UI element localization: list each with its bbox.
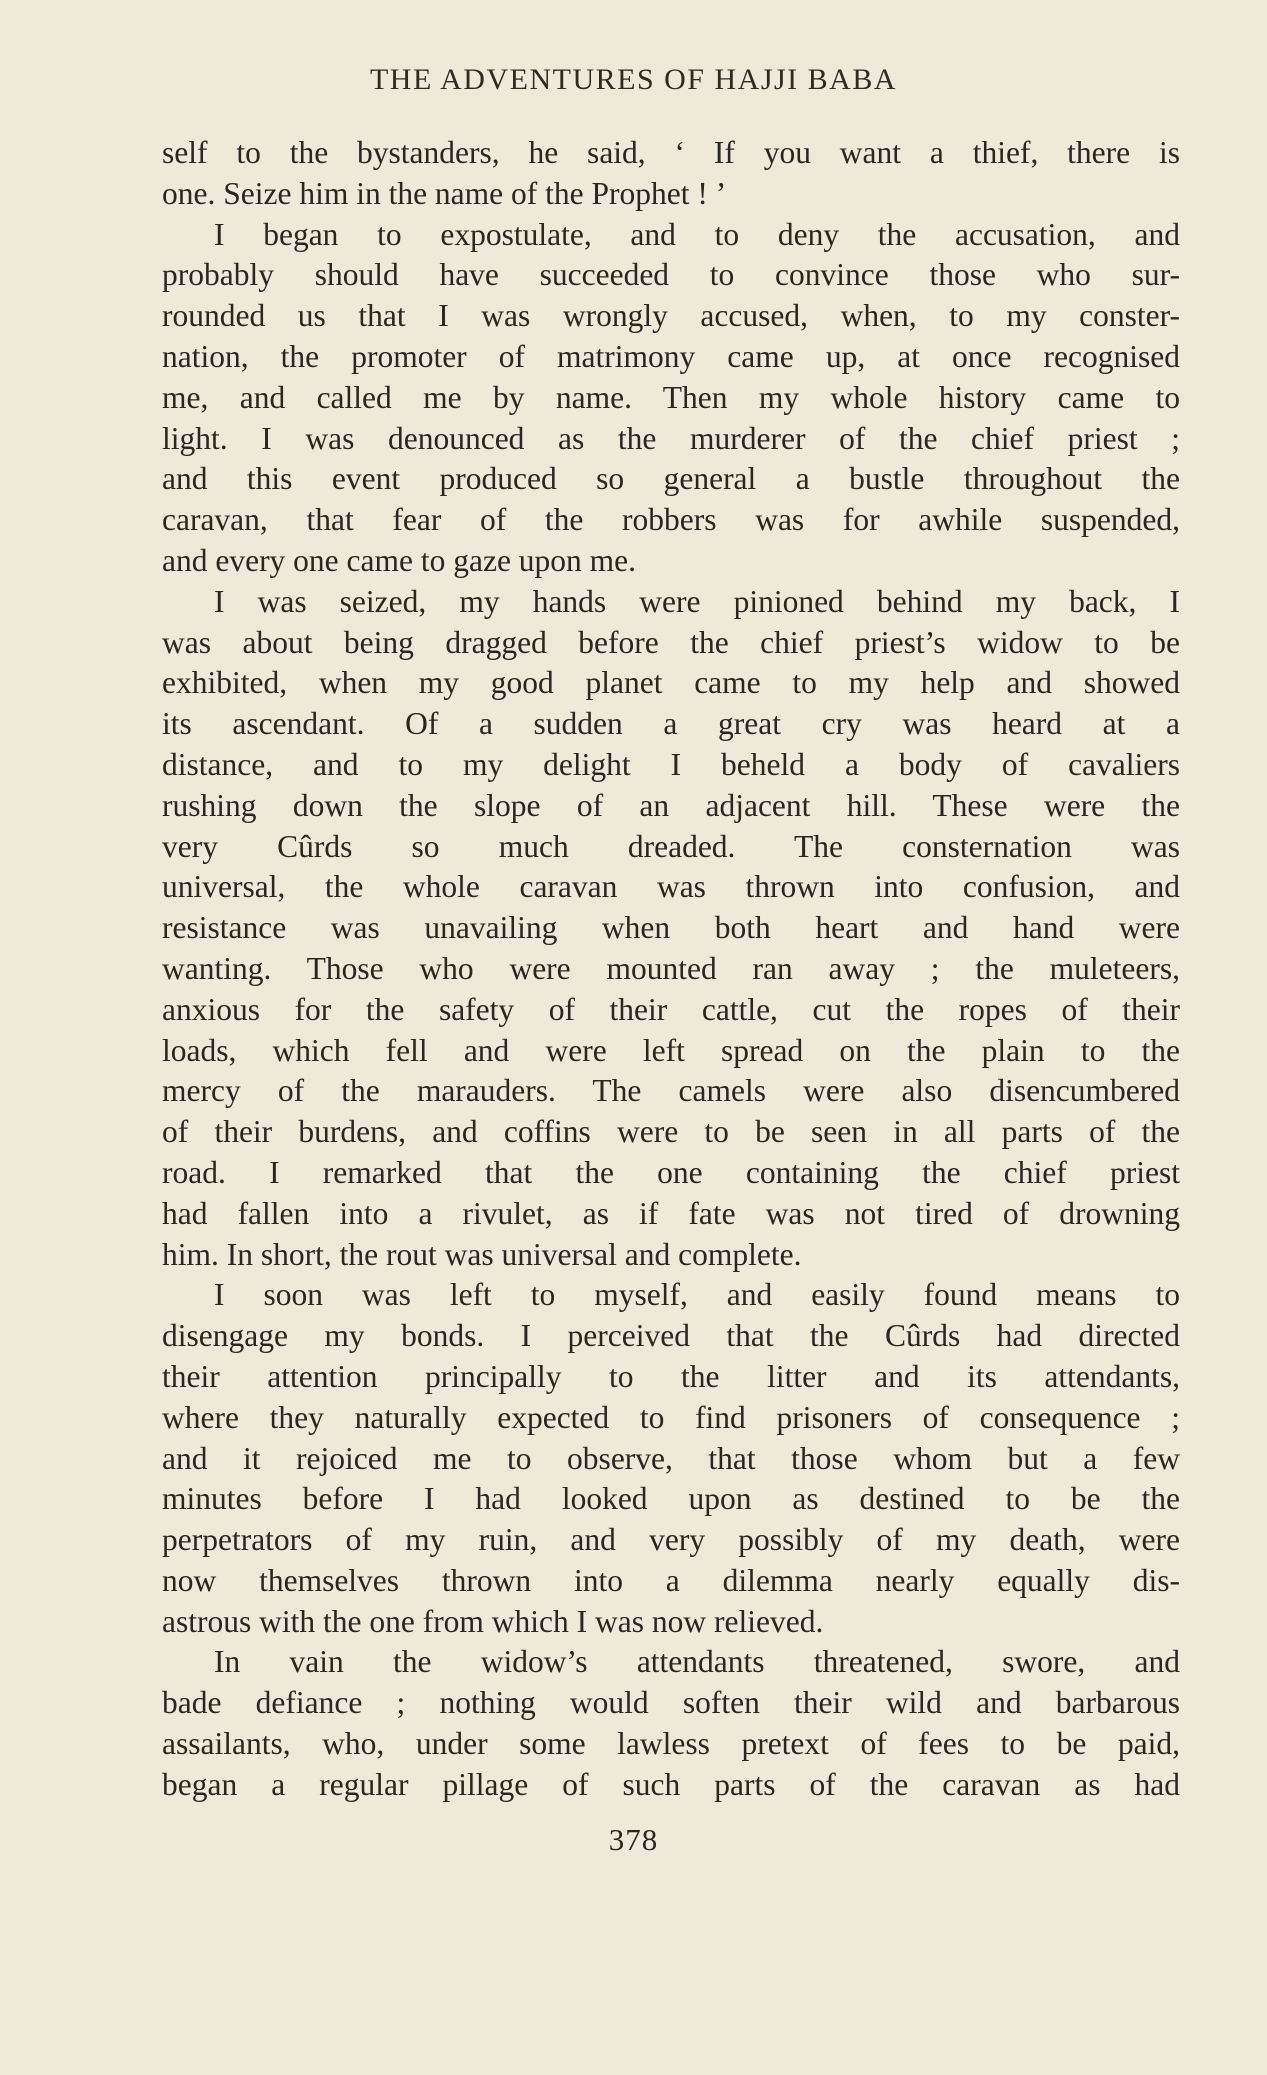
text-line: loads, which fell and were left spread on the plain to the (162, 1032, 1180, 1068)
text-line: and every one came to gaze upon me. (162, 542, 637, 578)
text-line: nation, the promoter of matrimony came up, at once recognised (162, 338, 1180, 374)
text-line: him. In short, the rout was universal and complete. (162, 1236, 802, 1272)
text-line: resistance was unavailing when both heart and hand were (162, 910, 1180, 946)
text-line: and it rejoiced me to observe, that those whom but a few (162, 1440, 1180, 1476)
text-line: rounded us that I was wrongly accused, when, to my conster- (162, 298, 1180, 334)
text-line: In vain the widow’s attendants threatened, swore, and (214, 1644, 1180, 1680)
text-line: of their burdens, and coffins were to be seen in all parts of the (162, 1114, 1180, 1150)
text-line: rushing down the slope of an adjacent hill. These were the (162, 787, 1180, 823)
running-head: THE ADVENTURES OF HAJJI BABA (369, 63, 898, 96)
text-line: I began to expostulate, and to deny the accusation, and (214, 216, 1180, 252)
text-line: wanting. Those who were mounted ran away ; the muleteers, (162, 950, 1180, 986)
body-text (162, 133, 1180, 1806)
text-line: very Cûrds so much dreaded. The consternation was (162, 828, 1180, 864)
text-line: me, and called me by name. Then my whole history came to (162, 379, 1180, 415)
text-line: distance, and to my delight I beheld a body of cavaliers (162, 746, 1180, 782)
text-line: exhibited, when my good planet came to my help and showed (162, 665, 1180, 701)
text-line: mercy of the marauders. The camels were also disencumbered (162, 1073, 1180, 1109)
page-number: 378 (608, 1822, 659, 1857)
text-line: universal, the whole caravan was thrown into confusion, and (162, 869, 1180, 905)
text-line: anxious for the safety of their cattle, cut the ropes of their (162, 991, 1180, 1027)
text-line: caravan, that fear of the robbers was for awhile suspended, (162, 502, 1180, 538)
text-line: I was seized, my hands were pinioned behind my back, I (214, 583, 1180, 619)
text-line: perpetrators of my ruin, and very possibly of my death, were (162, 1522, 1180, 1558)
text-line: its ascendant. Of a sudden a great cry was heard at a (162, 706, 1180, 742)
text-line: one. Seize him in the name of the Prophet ! ’ (162, 175, 727, 211)
text-line: I soon was left to myself, and easily found means to (214, 1277, 1180, 1313)
text-line: was about being dragged before the chief priest’s widow to be (162, 624, 1180, 660)
text-line: assailants, who, under some lawless pretext of fees to be paid, (162, 1726, 1180, 1762)
text-line: now themselves thrown into a dilemma nearly equally dis- (162, 1562, 1180, 1598)
text-line: self to the bystanders, he said, ‘ If you want a thief, there is (162, 135, 1180, 170)
text-line: astrous with the one from which I was now relieved. (162, 1603, 824, 1639)
text-line: minutes before I had looked upon as destined to be the (162, 1481, 1180, 1517)
text-line: road. I remarked that the one containing the chief priest (162, 1154, 1180, 1190)
text-line: began a regular pillage of such parts of the caravan as had (162, 1766, 1180, 1802)
text-line: probably should have succeeded to convince those who sur- (162, 257, 1180, 293)
text-line: bade defiance ; nothing would soften their wild and barbarous (162, 1685, 1180, 1721)
text-line: light. I was denounced as the murderer of the chief priest ; (162, 420, 1180, 456)
text-line: had fallen into a rivulet, as if fate was not tired of drowning (162, 1195, 1180, 1231)
text-line: where they naturally expected to find prisoners of consequence ; (162, 1399, 1180, 1435)
text-line: their attention principally to the litter and its attendants, (162, 1358, 1180, 1394)
text-line: and this event produced so general a bustle throughout the (162, 461, 1180, 497)
text-line: disengage my bonds. I perceived that the Cûrds had directed (162, 1318, 1180, 1354)
